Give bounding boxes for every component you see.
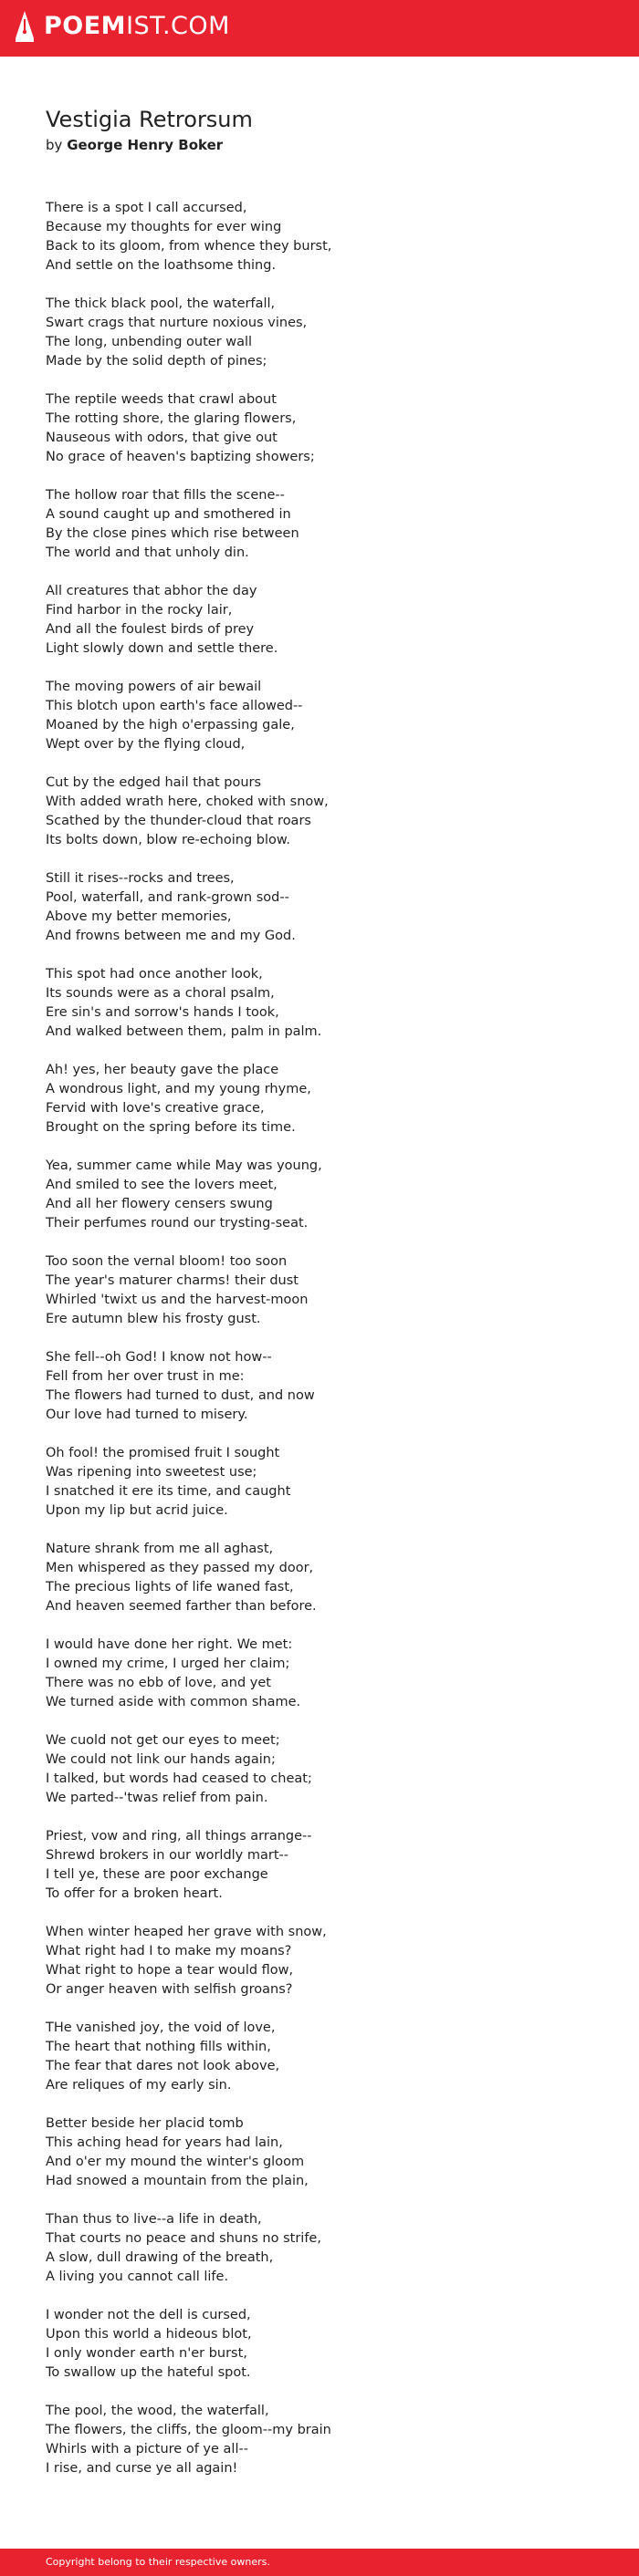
poem-line: She fell--oh God! I know not how-- <box>46 1350 272 1365</box>
poem-line: The year's maturer charms! their dust <box>46 1273 299 1288</box>
poem-body <box>46 199 612 2498</box>
poem-line: What right to hope a tear would flow, <box>46 1963 294 1978</box>
poem-line: No grace of heaven's baptizing showers; <box>46 450 315 464</box>
poem-stanza <box>46 1444 612 1521</box>
poem-line: And frowns between me and my God. <box>46 929 296 943</box>
poem-line: Than thus to live--a life in death, <box>46 2212 262 2227</box>
poem-line: And o'er my mound the winter's gloom <box>46 2155 305 2169</box>
poem-stanza <box>46 390 612 467</box>
byline <box>46 136 593 154</box>
poem-line: Are reliques of my early sin. <box>46 2078 232 2093</box>
poem-line: Scathed by the thunder-cloud that roars <box>46 814 311 828</box>
poem-line: Because my thoughts for ever wing <box>46 220 282 234</box>
poem-line: To swallow up the hateful spot. <box>46 2365 251 2380</box>
poem-stanza <box>46 1061 612 1137</box>
site-logo[interactable] <box>15 11 230 42</box>
poem-line: We turned aside with common shame. <box>46 1695 301 1709</box>
poem-line: Swart crags that nurture noxious vines, <box>46 316 308 330</box>
poem-line: Ere autumn blew his frosty gust. <box>46 1312 261 1326</box>
poem-line: Nature shrank from me all aghast, <box>46 1542 274 1556</box>
poem-line: Shrewd brokers in our worldly mart-- <box>46 1848 288 1863</box>
poem-line: Was ripening into sweetest use; <box>46 1465 257 1480</box>
poem-line: Had snowed a mountain from the plain, <box>46 2174 309 2188</box>
poem-line: Oh fool! the promised fruit I sought <box>46 1446 280 1460</box>
pen-nib-icon <box>15 11 35 42</box>
poem-line: Wept over by the flying cloud, <box>46 737 246 752</box>
poem-stanza <box>46 2402 612 2478</box>
poem-stanza <box>46 1636 612 1712</box>
poem-line: I only wonder earth n'er burst, <box>46 2346 247 2361</box>
site-footer <box>0 2549 639 2576</box>
poem-stanza <box>46 1252 612 1329</box>
poem-line: That courts no peace and shuns no strife, <box>46 2231 321 2246</box>
poem-line: The reptile weeds that crawl about <box>46 392 277 407</box>
poem-line: And heaven seemed farther than before. <box>46 1599 317 1614</box>
poem-line: The hollow roar that fills the scene-- <box>46 488 285 503</box>
poem-line: Ah! yes, her beauty gave the place <box>46 1063 279 1077</box>
poem-stanza <box>46 1540 612 1616</box>
poem-line: When winter heaped her grave with snow, <box>46 1925 327 1939</box>
poem-stanza <box>46 2306 612 2383</box>
poem-line: Priest, vow and ring, all things arrange-- <box>46 1829 312 1844</box>
poem-line: And settle on the loathsome thing. <box>46 258 277 273</box>
poem-line: Men whispered as they passed my door, <box>46 1561 314 1575</box>
poem-line: And walked between them, palm in palm. <box>46 1024 322 1039</box>
poem-line: The rotting shore, the glaring flowers, <box>46 411 297 426</box>
poem-stanza <box>46 869 612 946</box>
poem-line: Above my better memories, <box>46 909 232 924</box>
poem-line: Fervid with love's creative grace, <box>46 1101 265 1116</box>
poem-line: We cuold not get our eyes to meet; <box>46 1733 280 1748</box>
poem-line: The world and that unholy din. <box>46 545 249 560</box>
poem-line: Their perfumes round our trysting-seat. <box>46 1216 309 1231</box>
poem-stanza <box>46 486 612 563</box>
poem-stanza <box>46 2210 612 2287</box>
poem-stanza <box>46 1731 612 1808</box>
poem-line: There is a spot I call accursed, <box>46 201 247 215</box>
poem-line: The moving powers of air bewail <box>46 680 262 694</box>
poem-line: I rise, and curse ye all again! <box>46 2461 238 2476</box>
poem-title-block <box>46 106 593 154</box>
poem-line: The thick black pool, the waterfall, <box>46 296 276 311</box>
poem-line: Whirled 'twixt us and the harvest-moon <box>46 1293 309 1307</box>
poem-line: Upon my lip but acrid juice. <box>46 1503 228 1518</box>
poem-line: I talked, but words had ceased to cheat; <box>46 1771 312 1786</box>
poem-line: Made by the solid depth of pines; <box>46 354 267 369</box>
poem-line: Whirls with a picture of ye all-- <box>46 2442 248 2457</box>
poem-line: What right had I to make my moans? <box>46 1944 292 1958</box>
poem-line: And all the foulest birds of prey <box>46 622 255 637</box>
poem-line: The precious lights of life waned fast, <box>46 1580 294 1594</box>
copyright-text: Copyright belong to their respective owners. <box>46 2556 270 2568</box>
poem-line: Too soon the vernal bloom! too soon <box>46 1254 288 1269</box>
poem-line: And smiled to see the lovers meet, <box>46 1178 278 1192</box>
poem-line: Its bolts down, blow re-echoing blow. <box>46 833 291 847</box>
poem-line: Moaned by the high o'erpassing gale, <box>46 718 295 732</box>
poem-line: THe vanished joy, the void of love, <box>46 2020 276 2035</box>
poem-line: The fear that dares not look above, <box>46 2059 280 2073</box>
poem-line: The flowers, the cliffs, the gloom--my brain <box>46 2423 331 2437</box>
poem-line: Or anger heaven with selfish groans? <box>46 1982 293 1997</box>
poem-stanza <box>46 678 612 754</box>
poem-line: I tell ye, these are poor exchange <box>46 1867 268 1882</box>
poem-line: Its sounds were as a choral psalm, <box>46 986 275 1001</box>
poem-stanza <box>46 1157 612 1233</box>
poem-line: Cut by the edged hail that pours <box>46 775 262 790</box>
poem-line: By the close pines which rise between <box>46 526 299 541</box>
poem-line: Upon this world a hideous blot, <box>46 2327 252 2342</box>
poem-line: Nauseous with odors, that give out <box>46 431 278 445</box>
poem-line: The long, unbending outer wall <box>46 335 253 349</box>
poem-line: All creatures that abhor the day <box>46 584 257 598</box>
poem-line: Ere sin's and sorrow's hands I took, <box>46 1005 279 1020</box>
poem-line: This blotch upon earth's face allowed-- <box>46 699 303 713</box>
poem-stanza <box>46 2114 612 2191</box>
poem-line: We could not link our hands again; <box>46 1752 276 1767</box>
author-link[interactable]: George Henry Boker <box>67 137 224 153</box>
poem-line: Our love had turned to misery. <box>46 1407 248 1422</box>
poem-stanza <box>46 199 612 275</box>
site-header <box>0 0 639 57</box>
poem-line: A sound caught up and smothered in <box>46 507 291 522</box>
poem-stanza <box>46 295 612 371</box>
poem-line: Find harbor in the rocky lair, <box>46 603 233 618</box>
poem-line: Better beside her placid tomb <box>46 2116 244 2131</box>
poem-line: Light slowly down and settle there. <box>46 641 278 656</box>
poem-line: The pool, the wood, the waterfall, <box>46 2404 269 2418</box>
logo-text <box>44 11 230 42</box>
poem-line: Fell from her over trust in me: <box>46 1369 245 1384</box>
poem-line: Brought on the spring before its time. <box>46 1120 296 1135</box>
poem-line: With added wrath here, choked with snow, <box>46 795 329 809</box>
poem-line: Back to its gloom, from whence they burst, <box>46 239 332 254</box>
poem-line: Pool, waterfall, and rank-grown sod-- <box>46 890 289 905</box>
poem-line: A slow, dull drawing of the breath, <box>46 2250 274 2265</box>
poem-stanza <box>46 774 612 850</box>
poem-line: We parted--'twas relief from pain. <box>46 1791 268 1805</box>
poem-stanza <box>46 2019 612 2095</box>
poem-line: Still it rises--rocks and trees, <box>46 871 235 886</box>
poem-line: A living you cannot call life. <box>46 2270 229 2284</box>
poem-stanza <box>46 965 612 1042</box>
logo-light-text: IST.COM <box>126 12 230 40</box>
poem-stanza <box>46 1348 612 1425</box>
byline-prefix: by <box>46 137 63 153</box>
poem-line: There was no ebb of love, and yet <box>46 1676 271 1690</box>
poem-line: I owned my crime, I urged her claim; <box>46 1657 290 1671</box>
poem-stanza <box>46 1827 612 1904</box>
poem-line: The flowers had turned to dust, and now <box>46 1388 315 1403</box>
poem-stanza <box>46 1923 612 2000</box>
poem-line: This aching head for years had lain, <box>46 2135 283 2150</box>
poem-stanza <box>46 582 612 659</box>
poem-line: This spot had once another look, <box>46 967 263 982</box>
poem-line: To offer for a broken heart. <box>46 1886 223 1901</box>
poem-line: Yea, summer came while May was young, <box>46 1158 322 1173</box>
poem-title: Vestigia Retrorsum <box>46 107 253 132</box>
poem-line: I would have done her right. We met: <box>46 1637 293 1652</box>
poem-line: I wonder not the dell is cursed, <box>46 2308 251 2322</box>
poem-line: The heart that nothing fills within, <box>46 2040 271 2054</box>
poem-line: A wondrous light, and my young rhyme, <box>46 1082 311 1096</box>
poem-line: I snatched it ere its time, and caught <box>46 1484 291 1499</box>
logo-bold-text: POEM <box>44 12 127 40</box>
poem-line: And all her flowery censers swung <box>46 1197 273 1211</box>
